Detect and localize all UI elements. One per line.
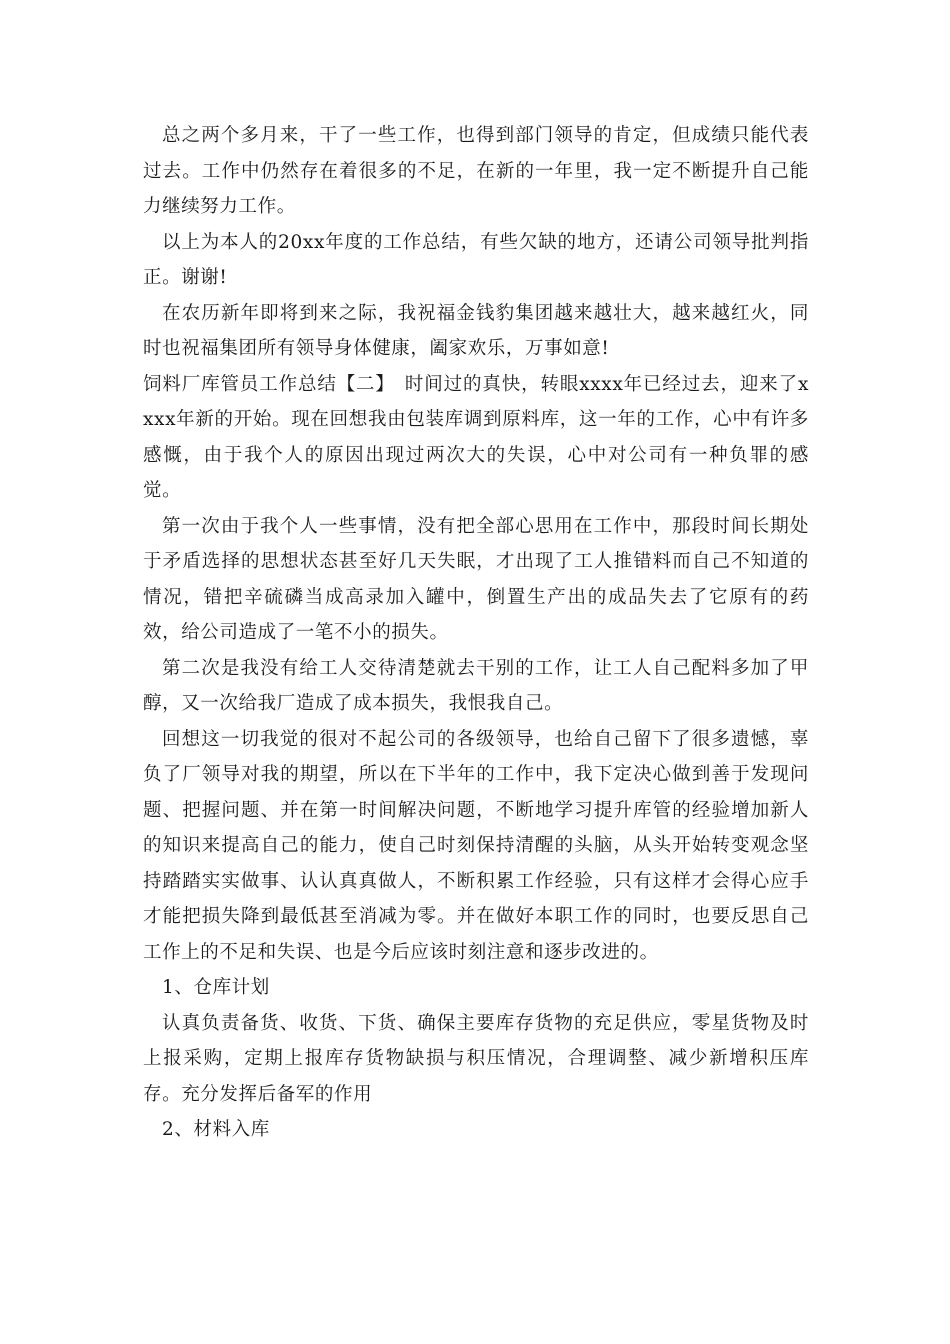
paragraph-first-mistake: 第一次由于我个人一些事情，没有把全部心思用在工作中，那段时间长期处于矛盾选择的思想状态甚至好几天失眠，才出现了工人推错料而自己不知道的情况，错把辛硫磷当成高录加入罐中，倒置生产出的成品失去了它原有的药效，给公司造成了一笔不小的损失。 xyxy=(143,515,809,643)
paragraph-summary: 总之两个多月来，干了一些工作，也得到部门领导的肯定，但成绩只能代表过去。工作中仍然存在着很多的不足，在新的一年里，我一定不断提升自己能力继续努力工作。 xyxy=(143,125,809,217)
paragraph-section-two-intro: 饲料厂库管员工作总结【二】 时间过的真快，转眼xxxx年已经过去，迎来了xxxx年新的开始。现在回想我由包装库调到原料库，这一年的工作，心中有许多感慨，由于我个人的原因出现过两次大的失误，心中对公司有一种负罪的感觉。 xyxy=(143,373,809,501)
paragraph-second-mistake: 第二次是我没有给工人交待清楚就去干别的工作，让工人自己配料多加了甲醇，又一次给我厂造成了成本损失，我恨我自己。 xyxy=(143,657,809,714)
paragraph-closing: 以上为本人的20xx年度的工作总结，有些欠缺的地方，还请公司领导批判指正。谢谢! xyxy=(143,231,809,288)
paragraph-warehouse-plan: 认真负责备货、收货、下货、确保主要库存货物的充足供应，零星货物及时上报采购，定期上报库存货物缺损与积压情况，合理调整、减少新增积压库存。充分发挥后备军的作用 xyxy=(143,1012,809,1105)
document-body xyxy=(143,118,809,1148)
heading-material-storage: 2、材料入库 xyxy=(162,1119,270,1140)
paragraph-new-year-wishes: 在农历新年即将到来之际，我祝福金钱豹集团越来越壮大，越来越红火，同时也祝福集团所有领导身体健康，阖家欢乐，万事如意! xyxy=(143,302,809,359)
heading-warehouse-plan: 1、仓库计划 xyxy=(162,977,270,998)
paragraph-reflection: 回想这一切我觉的很对不起公司的各级领导，也给自己留下了很多遗憾，辜负了厂领导对我的期望，所以在下半年的工作中，我下定决心做到善于发现问题、把握问题、并在第一时间解决问题，不断地学习提升库管的经验增加新人的知识来提高自己的能力，使自己时刻保持清醒的头脑，从头开始转变观念坚持踏踏实实做事、认认真真做人，不断积累工作经验，只有这样才会得心应手才能把损失降到最低甚至消减为零。并在做好本职工作的同时，也要反思自己工作上的不足和失误、也是今后应该时刻注意和逐步改进的。 xyxy=(143,728,809,963)
